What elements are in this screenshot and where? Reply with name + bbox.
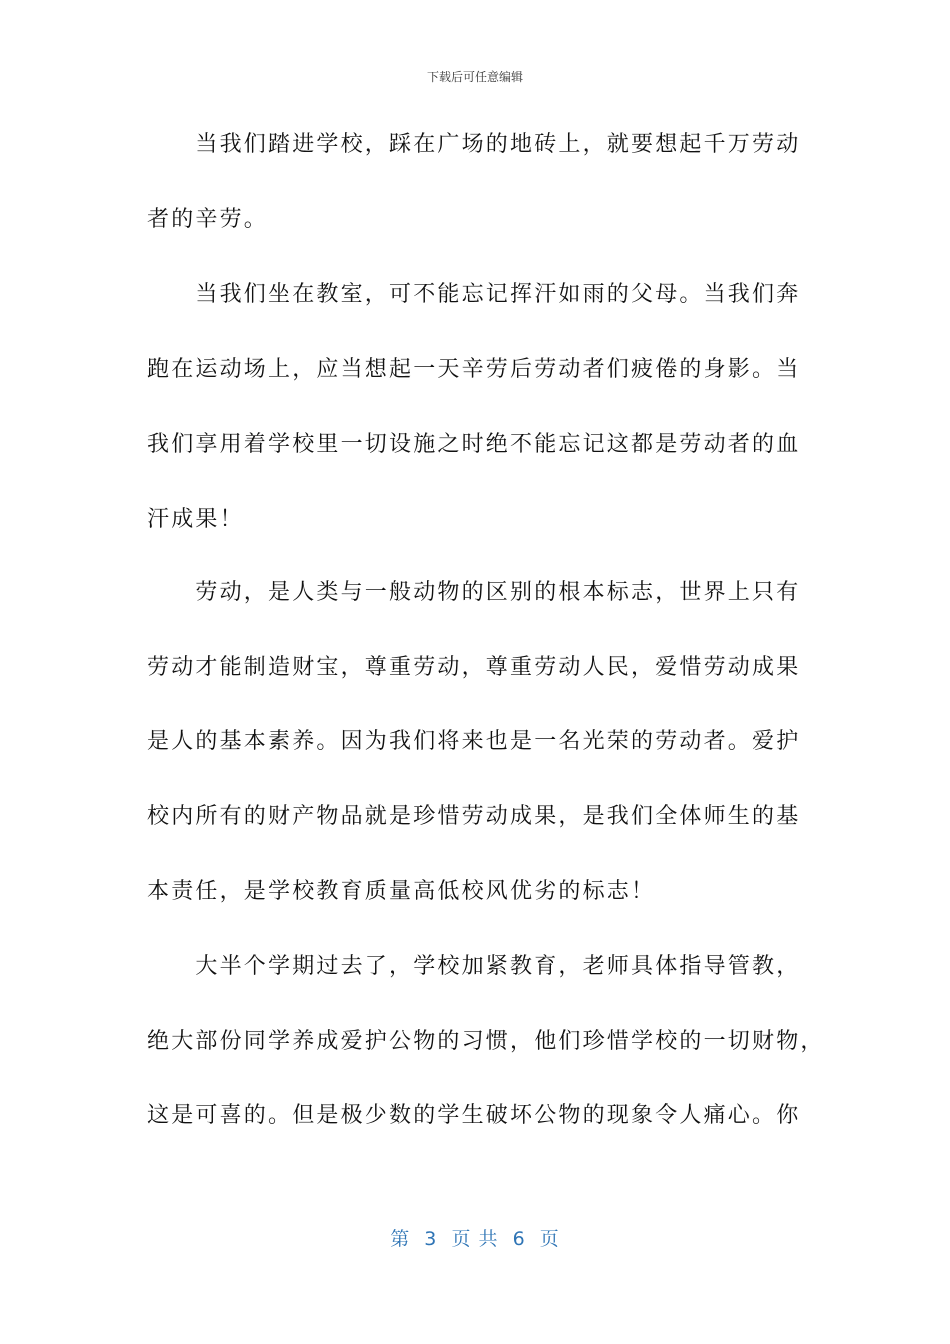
text-line: 汗成果！ [147, 507, 244, 532]
text-line: 劳动才能制造财宝，尊重劳动，尊重劳动人民，爱惜劳动成果 [147, 655, 801, 680]
header-note: 下载后可任意编辑 [426, 70, 523, 84]
text-line: 当我们坐在教室，可不能忘记挥汗如雨的父母。当我们奔 [147, 282, 801, 307]
text-line: 跑在运动场上，应当想起一天辛劳后劳动者们疲倦的身影。当 [147, 357, 801, 382]
text-line: 本责任，是学校教育质量高低校风优劣的标志！ [147, 879, 656, 904]
text-line: 者的辛劳。 [147, 207, 269, 232]
text-line: 绝大部份同学养成爱护公物的习惯，他们珍惜学校的一切财物， [147, 1029, 825, 1054]
text-line: 当我们踏进学校，踩在广场的地砖上，就要想起千万劳动 [147, 132, 801, 157]
page-number-footer: 第 3 页 共 6 页 [390, 1228, 560, 1250]
text-line: 大半个学期过去了，学校加紧教育，老师具体指导管教， [147, 954, 801, 979]
text-line: 我们享用着学校里一切设施之时绝不能忘记这都是劳动者的血 [147, 432, 801, 457]
text-line: 校内所有的财产物品就是珍惜劳动成果，是我们全体师生的基 [147, 804, 801, 829]
text-line: 这是可喜的。但是极少数的学生破坏公物的现象令人痛心。你 [147, 1103, 801, 1128]
text-line: 是人的基本素养。因为我们将来也是一名光荣的劳动者。爱护 [147, 729, 801, 754]
text-line: 劳动，是人类与一般动物的区别的根本标志，世界上只有 [147, 580, 801, 605]
